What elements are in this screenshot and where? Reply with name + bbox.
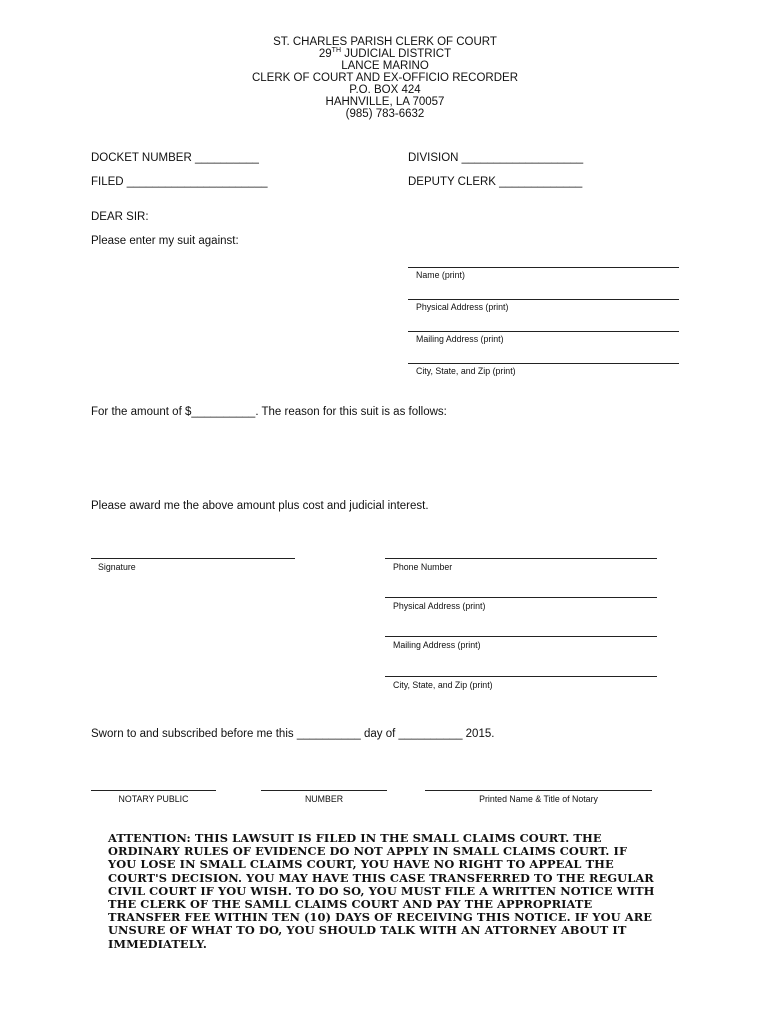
district-number: 29 <box>318 48 332 60</box>
attention-line: IMMEDIATELY. <box>108 936 207 951</box>
division-field[interactable]: DIVISION ___________________ <box>408 152 584 164</box>
plaintiff-physical-line[interactable] <box>385 597 657 598</box>
header-line-1: ST. CHARLES PARISH CLERK OF COURT <box>273 36 497 48</box>
plaintiff-city-label: City, State, and Zip (print) <box>393 680 493 690</box>
plaintiff-mailing-line[interactable] <box>385 636 657 637</box>
defendant-name-label: Name (print) <box>416 270 465 280</box>
signature-line[interactable] <box>91 558 295 559</box>
defendant-city-label: City, State, and Zip (print) <box>416 366 516 376</box>
header-line-4: CLERK OF COURT AND EX-OFFICIO RECORDER <box>251 72 519 84</box>
court-header <box>0 36 770 120</box>
header-line-2 <box>0 48 770 60</box>
filed-field[interactable]: FILED ______________________ <box>91 176 268 188</box>
attention-line: COURT'S DECISION. YOU MAY HAVE THIS CASE TRANSFERRED TO THE REGULAR <box>108 870 654 885</box>
attention-line: UNSURE OF WHAT TO DO, YOU SHOULD TALK WITH AN ATTORNEY ABOUT IT <box>108 923 627 938</box>
notary-number-label: NUMBER <box>304 794 344 804</box>
attention-line: YOU LOSE IN SMALL CLAIMS COURT, YOU HAVE NO RIGHT TO APPEAL THE <box>108 857 614 872</box>
attention-notice <box>108 832 668 951</box>
deputy-clerk-field[interactable]: DEPUTY CLERK _____________ <box>408 176 583 188</box>
signature-label: Signature <box>98 562 136 572</box>
header-line-3: LANCE MARINO <box>341 60 429 72</box>
docket-number-field[interactable]: DOCKET NUMBER __________ <box>91 152 259 164</box>
defendant-name-line[interactable] <box>408 267 679 268</box>
defendant-physical-label: Physical Address (print) <box>416 302 509 312</box>
district-text: JUDICIAL DISTRICT <box>341 48 452 60</box>
notary-number-line[interactable] <box>261 790 387 791</box>
notary-printed-name-line[interactable] <box>425 790 652 791</box>
plaintiff-city-line[interactable] <box>385 676 657 677</box>
sworn-statement[interactable]: Sworn to and subscribed before me this __________ day of __________ 2015. <box>91 728 495 740</box>
amount-line[interactable]: For the amount of $__________. The reason for this suit is as follows: <box>91 406 447 418</box>
plaintiff-physical-label: Physical Address (print) <box>393 601 486 611</box>
defendant-physical-line[interactable] <box>408 299 679 300</box>
header-line-6: HAHNVILLE, LA 70057 <box>325 96 445 108</box>
suit-intro: Please enter my suit against: <box>91 235 239 247</box>
phone-number-label: Phone Number <box>393 562 453 572</box>
plaintiff-mailing-label: Mailing Address (print) <box>393 640 481 650</box>
notary-public-line[interactable] <box>91 790 216 791</box>
header-line-7: (985) 783-6632 <box>345 108 425 120</box>
district-superscript: TH <box>331 47 342 55</box>
salutation: DEAR SIR: <box>91 211 149 223</box>
attention-line: TRANSFER FEE WITHIN TEN (10) DAYS OF RECEIVING THIS NOTICE. IF YOU ARE <box>108 910 653 925</box>
attention-line: THE CLERK OF THE SAMLL CLAIMS COURT AND PAY THE APPROPRIATE <box>108 897 593 912</box>
defendant-mailing-line[interactable] <box>408 331 679 332</box>
defendant-city-line[interactable] <box>408 363 679 364</box>
notary-public-label: NOTARY PUBLIC <box>118 794 189 804</box>
phone-number-line[interactable] <box>385 558 657 559</box>
attention-line: CIVIL COURT IF YOU WISH. TO DO SO, YOU MUST FILE A WRITTEN NOTICE WITH <box>108 883 655 898</box>
header-line-5: P.O. BOX 424 <box>349 84 421 96</box>
attention-line: ATTENTION: THIS LAWSUIT IS FILED IN THE SMALL CLAIMS COURT. THE <box>108 831 602 845</box>
attention-line: ORDINARY RULES OF EVIDENCE DO NOT APPLY IN SMALL CLAIMS COURT. IF <box>108 844 628 859</box>
notary-printed-name-label: Printed Name & Title of Notary <box>479 794 598 804</box>
defendant-mailing-label: Mailing Address (print) <box>416 334 504 344</box>
award-line: Please award me the above amount plus cost and judicial interest. <box>91 500 429 512</box>
